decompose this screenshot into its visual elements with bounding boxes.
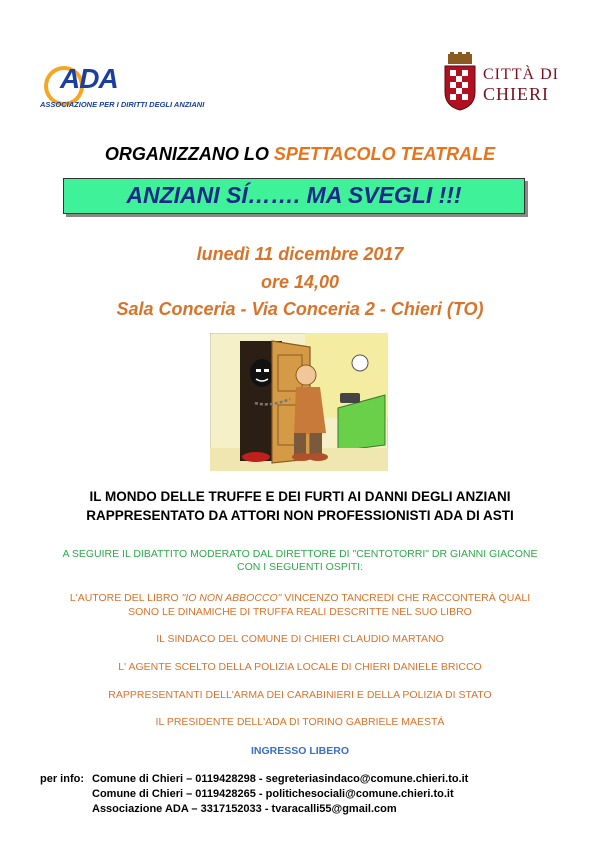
info-line2: Comune di Chieri – 0119428265 - politichesociali@comune.chieri.to.it — [92, 788, 454, 800]
ada-logo-text: ADA — [60, 63, 118, 94]
spettacolo-text: SPETTACOLO TEATRALE — [273, 144, 496, 164]
chieri-coat-of-arms-icon — [442, 52, 478, 112]
chieri-logo-line1: CITTÀ DI — [483, 66, 559, 83]
info-label: per info: — [40, 773, 84, 785]
author-pre: L'AUTORE DEL LIBRO — [69, 592, 182, 604]
guest-author-line2: SONO LE DINAMICHE DI TRUFFA REALI DESCRITTE NEL SUO LIBRO — [128, 606, 472, 618]
info-line1: Comune di Chieri – 0119428298 - segreteriasindaco@comune.chieri.to.it — [92, 773, 469, 785]
organizers-heading — [0, 144, 600, 165]
debate-line2: CON I SEGUENTI OSPITI: — [236, 561, 363, 573]
organizzano-text: ORGANIZZANO LO — [104, 144, 274, 164]
show-title: ANZIANI SÍ……. MA SVEGLI !!! — [126, 182, 462, 208]
guest-agent: L' AGENTE SCELTO DELLA POLIZIA LOCALE DI CHIERI DANIELE BRICCO — [118, 661, 482, 673]
guest-carabinieri: RAPPRESENTANTI DELL'ARMA DEI CARABINIERI E DELLA POLIZIA DI STATO — [108, 689, 492, 701]
elderly-man-door-thief-icon — [210, 333, 388, 471]
event-time: ore 14,00 — [260, 272, 340, 292]
author-post: VINCENZO TANCREDI CHE RACCONTERÀ QUALI — [281, 592, 531, 604]
event-date: lunedì 11 dicembre 2017 — [196, 244, 404, 264]
ada-logo-subtitle: ASSOCIAZIONE PER I DIRITTI DEGLI ANZIANI — [40, 100, 205, 109]
chieri-logo-line2: CHIERI — [483, 84, 549, 104]
guest-author-line1 — [0, 592, 600, 604]
guest-mayor: IL SINDACO DEL COMUNE DI CHIERI CLAUDIO MARTANO — [156, 633, 444, 645]
debate-line1: A SEGUIRE IL DIBATTITO MODERATO DAL DIRETTORE DI "CENTOTORRI" DR GIANNI GIACONE — [62, 548, 538, 560]
description-line2: RAPPRESENTATO DA ATTORI NON PROFESSIONISTI ADA DI ASTI — [86, 508, 514, 523]
free-entry-label: INGRESSO LIBERO — [250, 745, 349, 757]
author-book-title: "IO NON ABBOCCO" — [181, 592, 282, 604]
description-line1: IL MONDO DELLE TRUFFE E DEI FURTI AI DANNI DEGLI ANZIANI — [89, 489, 511, 504]
guest-president: IL PRESIDENTE DELL'ADA DI TORINO GABRIELE MAESTÁ — [155, 716, 445, 728]
event-venue: Sala Conceria - Via Conceria 2 - Chieri (TO) — [116, 299, 484, 319]
info-line3: Associazione ADA – 3317152033 - tvaracalli55@gmail.com — [92, 803, 397, 815]
